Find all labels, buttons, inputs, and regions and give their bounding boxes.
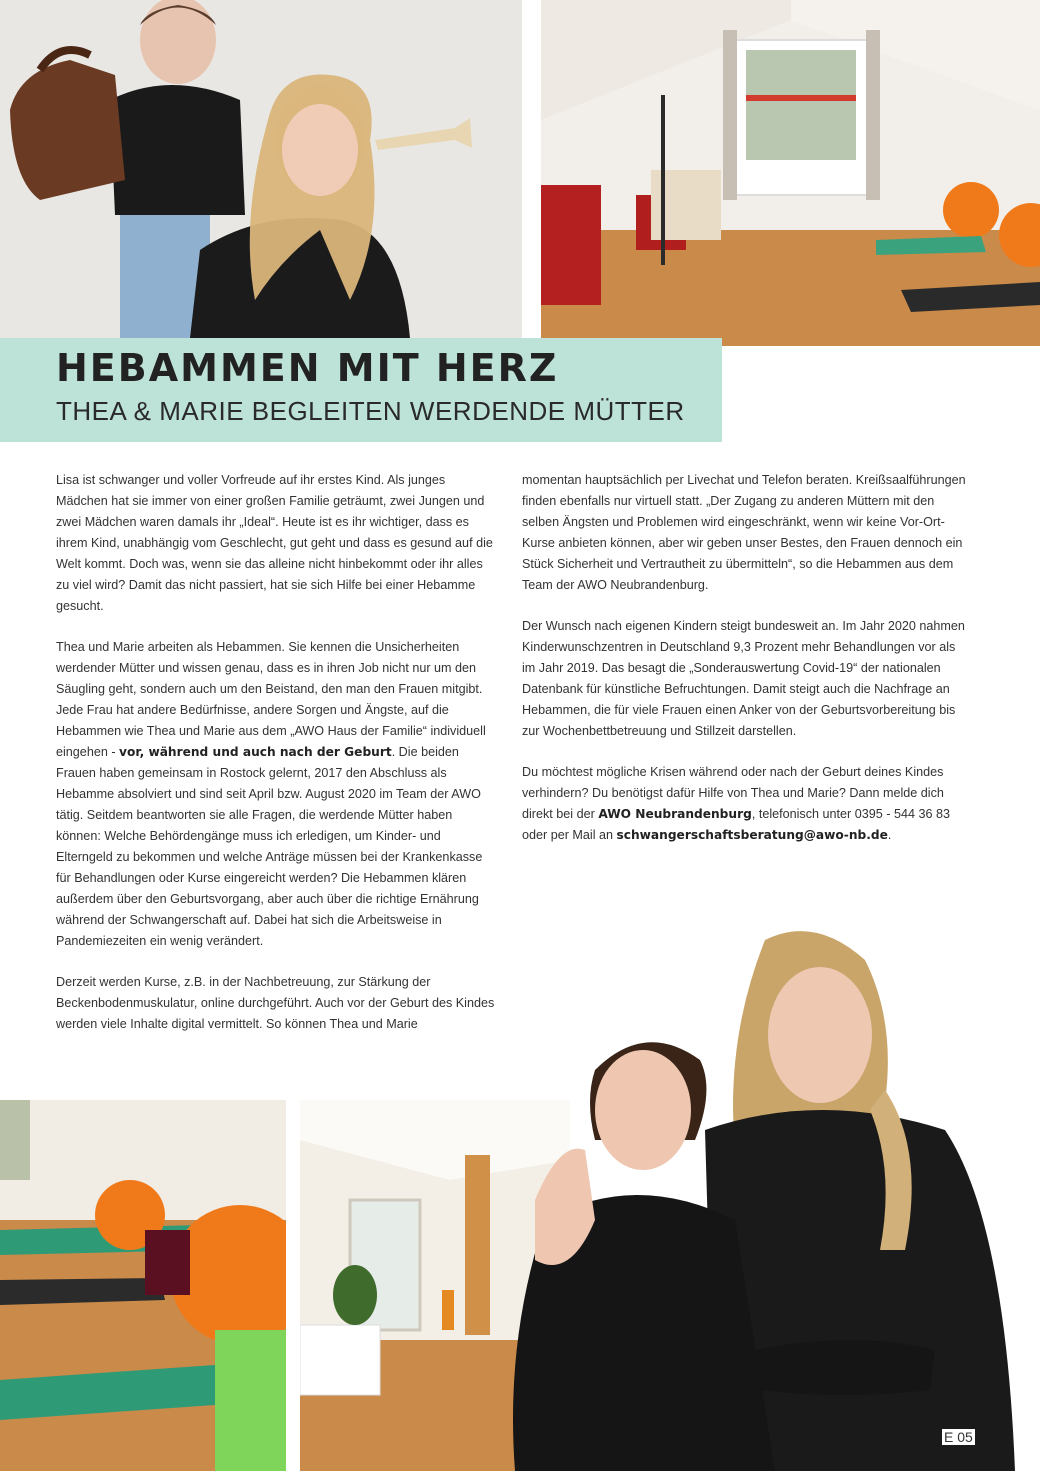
photo-exercise-balls — [0, 1100, 286, 1471]
left-column — [56, 470, 496, 1055]
right-paragraph-2: Der Wunsch nach eigenen Kindern steigt bundesweit an. Im Jahr 2020 nahmen Kinderwunschzentren in Deutschland 9,3 Prozent mehr Behandlungen vor als im Jahr 2019. Das besagt die „Sonderauswertung Covid-19“ der nationalen Datenbank für künstliche Befruchtungen. Damit steigt auch die Nachfrage an Hebammen, die für viele Frauen einen Anker von der Geburtsvorbereitung bis zur Wochenbettbetreuung und Stillzeit darstellen. — [522, 619, 965, 738]
right-column — [522, 470, 970, 866]
page-number: E 05 — [944, 1429, 973, 1445]
left-paragraph-1: Lisa ist schwanger und voller Vorfreude auf ihr erstes Kind. Als junges Mädchen hat sie immer von einer großen Familie geträumt, zwei Jungen und zwei Mädchen waren damals ihr „Ideal“. Heute ist es ihr wichtiger, dass es ihrem Kind, unabhängig vom Geschlecht, gut geht und dass es gesund auf die Welt kommt. Doch was, wenn sie das alleine nicht hinbekommt oder ihr alles zu viel wird? Damit das nicht passiert, hat sie sich Hilfe bei einer Hebamme gesucht. — [56, 473, 493, 613]
left-paragraph-3: Derzeit werden Kurse, z.B. in der Nachbetreuung, zur Stärkung der Beckenbodenmuskulatur, online durchgeführt. Auch vor der Geburt des Kindes werden viele Inhalte digital vermittelt. So können Thea und Marie — [56, 975, 495, 1031]
right-paragraph-3-text-c: . — [887, 828, 892, 842]
photo-midwives-portrait — [475, 920, 1040, 1471]
left-paragraph-2 — [56, 637, 496, 952]
right-paragraph-3 — [522, 762, 970, 846]
organization-name: AWO Neubrandenburg — [598, 807, 752, 821]
right-paragraph-3-text-a: Du möchtest mögliche Krisen während oder nach der Geburt deines Kindes verhindern? Du benötigst dafür Hilfe von Thea und Marie? Dann melde dich direkt bei der — [522, 765, 944, 821]
left-paragraph-2-text-a: Thea und Marie arbeiten als Hebammen. Sie kennen die Unsicherheiten werdender Mütter und wissen genau, dass es in ihren Job nicht nur um den Säugling geht, sondern auch um den Beistand, den man den Frauen mitgibt. Jede Frau hat andere Bedürfnisse, andere Sorgen und Ängste, auf die Hebammen wie Thea und Marie aus dem „AWO Haus der Familie“ individuell eingehen - — [56, 640, 486, 759]
left-paragraph-2-bold: vor, während und auch nach der Geburt — [119, 745, 392, 759]
page-title: HEBAMMEN MIT HERZ — [56, 346, 559, 390]
right-paragraph-3-text-b: , telefonisch unter 0395 - 544 36 83 oder per Mail an — [522, 807, 950, 842]
contact-email[interactable]: schwangerschaftsberatung@awo-nb.de — [616, 828, 888, 842]
photo-midwives-with-bag — [0, 0, 522, 338]
right-paragraph-1: momentan hauptsächlich per Livechat und Telefon beraten. Kreißsaalführungen finden ebenfalls nur virtuell statt. „Der Zugang zu anderen Müttern mit den selben Ängsten und Problemen wird eingeschränkt, wenn wir keine Vor-Ort-Kurse anbieten können, aber wir geben unser Bestes, den Frauen dennoch ein Stück Sicherheit und Vertrautheit zu übermitteln“, so die Hebammen aus dem Team der AWO Neubrandenburg. — [522, 473, 966, 592]
photo-course-room — [541, 0, 1040, 346]
page-subtitle: THEA & MARIE BEGLEITEN WERDENDE MÜTTER — [56, 396, 685, 426]
left-paragraph-2-text-b: . Die beiden Frauen haben gemeinsam in Rostock gelernt, 2017 den Abschluss als Hebamme absolviert und sind seit April bzw. August 2020 im Team der AWO tätig. Seitdem beantworten sie alle Fragen, die werdende Mütter haben können: Welche Behördengänge muss ich erledigen, um Kinder- und Elterngeld zu bekommen und welche Anträge müssen bei der Krankenkasse für Behandlungen oder Kurse eingereicht werden? Die Hebammen klären außerdem über den Geburtsvorgang, aber auch über die richtige Ernährung während der Schwangerschaft auf. Dabei hat sich die Arbeitsweise in Pandemiezeiten ein wenig verändert. — [56, 745, 483, 948]
